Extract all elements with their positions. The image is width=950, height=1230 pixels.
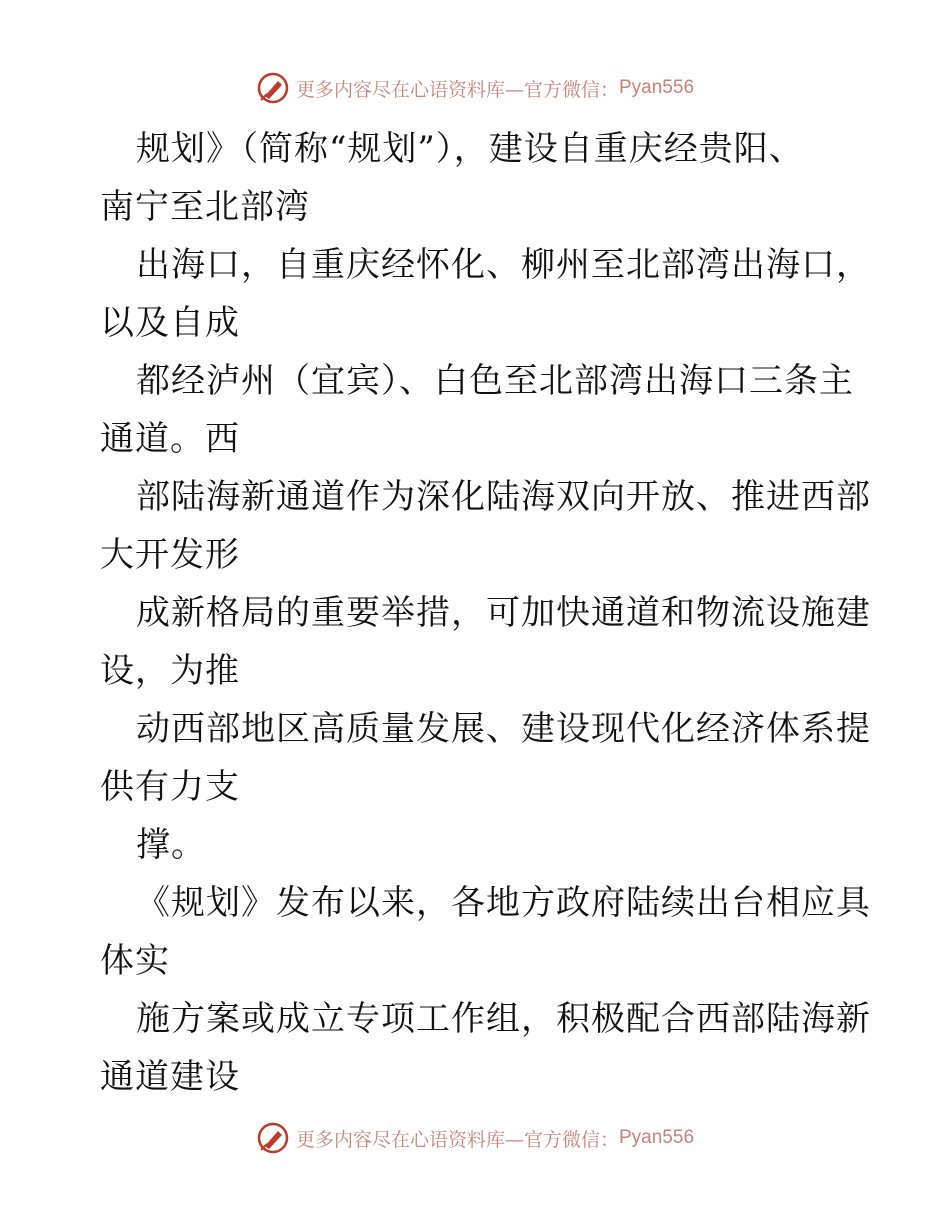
text-line: 出海口，自重庆经怀化、柳州至北部湾出海口， bbox=[136, 245, 871, 285]
pen-nib-logo-icon bbox=[256, 1121, 290, 1155]
pen-nib-logo-icon bbox=[256, 71, 290, 105]
text-line: 体实 bbox=[100, 941, 170, 981]
watermark-wechat-id: Pyan556 bbox=[619, 1127, 695, 1148]
footer-watermark bbox=[0, 1118, 950, 1158]
text-line: 动西部地区高质量发展、建设现代化经济体系提 bbox=[136, 709, 871, 749]
text-line: 成新格局的重要举措，可加快通道和物流设施建 bbox=[136, 593, 871, 633]
text-line: 施方案或成立专项工作组，积极配合西部陆海新 bbox=[136, 999, 871, 1039]
watermark-text: 更多内容尽在心语资料库—官方微信： bbox=[295, 1128, 619, 1151]
text-line: 规划》（简称“规划”），建设自重庆经贵阳、 bbox=[136, 129, 804, 169]
text-line: 设，为推 bbox=[100, 651, 240, 691]
document-body bbox=[100, 120, 871, 1106]
text-line: 大开发形 bbox=[100, 535, 240, 575]
text-line: 撑。 bbox=[136, 825, 206, 865]
text-line: 南宁至北部湾 bbox=[100, 187, 310, 227]
text-line: 以及自成 bbox=[100, 303, 240, 343]
watermark-text: 更多内容尽在心语资料库—官方微信： bbox=[295, 78, 619, 101]
text-line: 部陆海新通道作为深化陆海双向开放、推进西部 bbox=[136, 477, 871, 517]
text-line: 供有力支 bbox=[100, 767, 240, 807]
text-line: 通道。西 bbox=[100, 419, 240, 459]
text-line: 都经泸州（宜宾）、白色至北部湾出海口三条主 bbox=[136, 361, 854, 401]
text-line: 《规划》发布以来，各地方政府陆续出台相应具 bbox=[136, 883, 871, 923]
header-watermark bbox=[0, 68, 950, 108]
text-line: 通道建设 bbox=[100, 1057, 240, 1097]
watermark-wechat-id: Pyan556 bbox=[619, 77, 695, 98]
